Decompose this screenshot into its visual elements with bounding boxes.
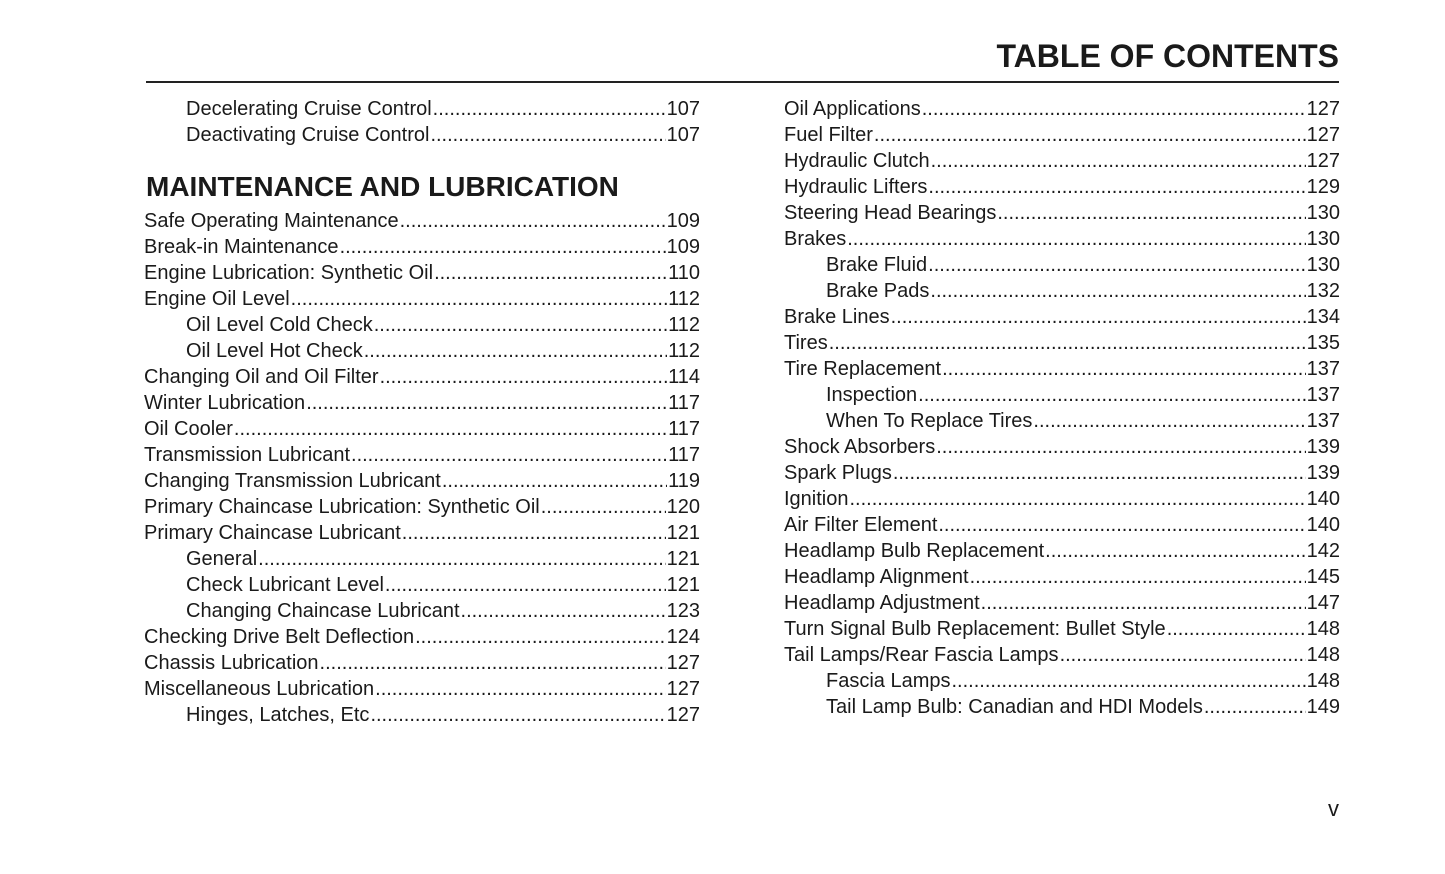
- toc-dot-leader: [874, 122, 1306, 148]
- toc-entry-page: 135: [1306, 332, 1340, 354]
- toc-entry-label: Tire Replacement: [784, 358, 942, 380]
- toc-entry-page: 129: [1306, 176, 1340, 198]
- toc-entry-page: 127: [666, 652, 700, 674]
- toc-dot-leader: [829, 330, 1306, 356]
- toc-entry-label: Oil Applications: [784, 98, 921, 120]
- toc-entry-page: 139: [1306, 462, 1340, 484]
- toc-dot-leader: [1167, 616, 1306, 642]
- toc-entry-label: Changing Transmission Lubricant: [144, 470, 441, 492]
- toc-entry-label: Fuel Filter: [784, 124, 873, 146]
- toc-entry-page: 139: [1306, 436, 1340, 458]
- toc-entry-page: 110: [668, 262, 700, 284]
- toc-dot-leader: [847, 226, 1305, 252]
- toc-entry-page: 127: [1306, 124, 1340, 146]
- toc-entry[interactable]: [784, 200, 1340, 226]
- toc-entry-label: Tail Lamps/Rear Fascia Lamps: [784, 644, 1059, 666]
- toc-dot-leader: [1060, 642, 1306, 668]
- toc-right-list: [784, 96, 1340, 720]
- toc-dot-leader: [433, 96, 666, 122]
- toc-dot-leader: [981, 590, 1306, 616]
- toc-dot-leader: [931, 148, 1306, 174]
- toc-entry-page: 148: [1306, 618, 1340, 640]
- toc-entry-page: 112: [668, 340, 700, 362]
- toc-left-top-list: [144, 96, 700, 148]
- toc-entry[interactable]: [144, 520, 700, 546]
- toc-entry[interactable]: [144, 286, 700, 312]
- toc-entry-page: 145: [1306, 566, 1340, 588]
- toc-entry-label: Hydraulic Clutch: [784, 150, 930, 172]
- toc-dot-leader: [364, 338, 667, 364]
- toc-entry-page: 119: [668, 470, 700, 492]
- toc-entry-label: Tail Lamp Bulb: Canadian and HDI Models: [826, 696, 1203, 718]
- toc-entry[interactable]: [144, 676, 700, 702]
- toc-entry-page: 124: [666, 626, 700, 648]
- toc-entry[interactable]: [144, 494, 700, 520]
- page-title: TABLE OF CONTENTS: [996, 38, 1339, 74]
- page-number: v: [1328, 796, 1339, 821]
- toc-entry-label: Spark Plugs: [784, 462, 892, 484]
- toc-entry[interactable]: [784, 564, 1340, 590]
- toc-entry-label: Headlamp Alignment: [784, 566, 969, 588]
- toc-entry[interactable]: [784, 668, 1340, 694]
- toc-dot-leader: [351, 442, 667, 468]
- toc-entry[interactable]: [784, 408, 1340, 434]
- toc-entry-label: Brakes: [784, 228, 847, 250]
- toc-entry[interactable]: [784, 226, 1340, 252]
- toc-entry-label: Headlamp Bulb Replacement: [784, 540, 1045, 562]
- toc-entry-label: Steering Head Bearings: [784, 202, 997, 224]
- toc-entry-label: Brake Lines: [784, 306, 890, 328]
- toc-entry[interactable]: [144, 624, 700, 650]
- section-heading: MAINTENANCE AND LUBRICATION: [146, 171, 619, 202]
- toc-entry-label: Brake Pads: [826, 280, 930, 302]
- toc-entry[interactable]: [144, 312, 700, 338]
- toc-dot-leader: [918, 382, 1305, 408]
- toc-entry-label: Chassis Lubrication: [144, 652, 319, 674]
- toc-entry-page: 130: [1306, 228, 1340, 250]
- toc-entry-page: 130: [1306, 202, 1340, 224]
- toc-entry-page: 140: [1306, 488, 1340, 510]
- toc-entry-label: Shock Absorbers: [784, 436, 936, 458]
- toc-dot-leader: [850, 486, 1306, 512]
- toc-entry[interactable]: [784, 642, 1340, 668]
- toc-entry[interactable]: [784, 486, 1340, 512]
- toc-entry[interactable]: [144, 364, 700, 390]
- toc-dot-leader: [385, 572, 666, 598]
- toc-entry[interactable]: [784, 694, 1340, 720]
- toc-entry[interactable]: [144, 468, 700, 494]
- toc-dot-leader: [928, 252, 1305, 278]
- toc-entry-label: Hydraulic Lifters: [784, 176, 928, 198]
- toc-entry[interactable]: [144, 442, 700, 468]
- toc-entry-label: Changing Oil and Oil Filter: [144, 366, 379, 388]
- toc-entry-label: General: [186, 548, 258, 570]
- toc-entry-page: 112: [668, 288, 700, 310]
- toc-entry-label: Turn Signal Bulb Replacement: Bullet Style: [784, 618, 1166, 640]
- toc-entry-label: Headlamp Adjustment: [784, 592, 980, 614]
- toc-entry[interactable]: [144, 122, 700, 148]
- toc-entry-label: Winter Lubrication: [144, 392, 306, 414]
- toc-entry[interactable]: [144, 234, 700, 260]
- toc-entry[interactable]: [784, 538, 1340, 564]
- toc-entry[interactable]: [784, 122, 1340, 148]
- toc-entry-page: 148: [1306, 670, 1340, 692]
- toc-entry-page: 140: [1306, 514, 1340, 536]
- toc-entry[interactable]: [784, 356, 1340, 382]
- toc-entry-page: 121: [666, 522, 700, 544]
- toc-entry[interactable]: [144, 96, 700, 122]
- toc-dot-leader: [461, 598, 666, 624]
- toc-entry[interactable]: [784, 148, 1340, 174]
- toc-dot-leader: [320, 650, 666, 676]
- toc-entry-page: 127: [666, 704, 700, 726]
- toc-entry-page: 130: [1306, 254, 1340, 276]
- toc-dot-leader: [340, 234, 666, 260]
- toc-entry[interactable]: [784, 252, 1340, 278]
- toc-entry-label: When To Replace Tires: [826, 410, 1033, 432]
- toc-entry-label: Check Lubricant Level: [186, 574, 384, 596]
- toc-dot-leader: [938, 512, 1305, 538]
- toc-entry-label: Oil Level Cold Check: [186, 314, 373, 336]
- toc-entry-page: 149: [1306, 696, 1340, 718]
- toc-entry[interactable]: [144, 208, 700, 234]
- toc-entry-label: Safe Operating Maintenance: [144, 210, 399, 232]
- toc-entry-page: 121: [666, 574, 700, 596]
- toc-entry-page: 137: [1306, 358, 1340, 380]
- toc-entry-label: Oil Cooler: [144, 418, 233, 440]
- toc-entry[interactable]: [144, 390, 700, 416]
- toc-entry[interactable]: [784, 616, 1340, 642]
- toc-entry-page: 137: [1306, 384, 1340, 406]
- toc-dot-leader: [970, 564, 1306, 590]
- toc-entry-label: Oil Level Hot Check: [186, 340, 363, 362]
- toc-entry[interactable]: [144, 702, 700, 728]
- toc-dot-leader: [442, 468, 667, 494]
- toc-entry[interactable]: [144, 338, 700, 364]
- toc-entry-label: Engine Lubrication: Synthetic Oil: [144, 262, 434, 284]
- toc-dot-leader: [375, 676, 665, 702]
- toc-entry-page: 107: [666, 124, 700, 146]
- toc-entry-label: Primary Chaincase Lubrication: Synthetic Oil: [144, 496, 540, 518]
- toc-entry[interactable]: [784, 304, 1340, 330]
- toc-entry-page: 123: [666, 600, 700, 622]
- toc-dot-leader: [380, 364, 668, 390]
- toc-dot-leader: [922, 96, 1306, 122]
- title-divider: [146, 81, 1339, 83]
- toc-right-column: [784, 96, 1340, 720]
- toc-entry-label: Hinges, Latches, Etc: [186, 704, 370, 726]
- toc-dot-leader: [306, 390, 667, 416]
- toc-dot-leader: [891, 304, 1306, 330]
- toc-entry-label: Checking Drive Belt Deflection: [144, 626, 415, 648]
- toc-dot-leader: [893, 460, 1306, 486]
- toc-entry[interactable]: [784, 512, 1340, 538]
- toc-entry-page: 107: [666, 98, 700, 120]
- toc-dot-leader: [415, 624, 666, 650]
- toc-dot-leader: [234, 416, 667, 442]
- toc-entry-page: 114: [668, 366, 700, 388]
- toc-entry[interactable]: [144, 260, 700, 286]
- toc-entry[interactable]: [784, 278, 1340, 304]
- toc-entry[interactable]: [784, 590, 1340, 616]
- toc-entry-page: 134: [1306, 306, 1340, 328]
- toc-entry-label: Brake Fluid: [826, 254, 928, 276]
- toc-left-column: [144, 96, 700, 728]
- toc-entry-label: Deactivating Cruise Control: [186, 124, 430, 146]
- toc-entry[interactable]: [144, 598, 700, 624]
- toc-entry-label: Primary Chaincase Lubricant: [144, 522, 401, 544]
- toc-entry-label: Ignition: [784, 488, 849, 510]
- toc-dot-leader: [402, 520, 666, 546]
- toc-dot-leader: [1033, 408, 1305, 434]
- toc-entry-page: 137: [1306, 410, 1340, 432]
- toc-entry-page: 147: [1306, 592, 1340, 614]
- toc-entry-page: 127: [1306, 98, 1340, 120]
- toc-entry-label: Engine Oil Level: [144, 288, 290, 310]
- toc-entry-page: 127: [1306, 150, 1340, 172]
- toc-entry[interactable]: [784, 460, 1340, 486]
- toc-dot-leader: [541, 494, 666, 520]
- toc-entry[interactable]: [144, 572, 700, 598]
- toc-dot-leader: [936, 434, 1305, 460]
- toc-dot-leader: [1204, 694, 1306, 720]
- toc-dot-leader: [997, 200, 1305, 226]
- toc-entry-label: Miscellaneous Lubrication: [144, 678, 375, 700]
- toc-dot-leader: [1045, 538, 1305, 564]
- toc-entry[interactable]: [784, 96, 1340, 122]
- toc-dot-leader: [430, 122, 665, 148]
- toc-entry-page: 120: [666, 496, 700, 518]
- toc-dot-leader: [930, 278, 1305, 304]
- toc-entry[interactable]: [144, 416, 700, 442]
- toc-entry[interactable]: [144, 546, 700, 572]
- toc-entry-page: 127: [666, 678, 700, 700]
- toc-entry-page: 117: [668, 444, 700, 466]
- toc-dot-leader: [291, 286, 667, 312]
- toc-entry-label: Fascia Lamps: [826, 670, 951, 692]
- toc-entry-label: Break-in Maintenance: [144, 236, 339, 258]
- toc-entry-page: 121: [666, 548, 700, 570]
- toc-dot-leader: [434, 260, 667, 286]
- toc-dot-leader: [400, 208, 666, 234]
- toc-entry-label: Tires: [784, 332, 828, 354]
- toc-entry[interactable]: [144, 650, 700, 676]
- toc-dot-leader: [370, 702, 665, 728]
- toc-dot-leader: [374, 312, 667, 338]
- toc-entry-label: Changing Chaincase Lubricant: [186, 600, 460, 622]
- toc-entry[interactable]: [784, 174, 1340, 200]
- toc-dot-leader: [928, 174, 1305, 200]
- toc-dot-leader: [258, 546, 665, 572]
- toc-entry[interactable]: [784, 330, 1340, 356]
- toc-entry-page: 148: [1306, 644, 1340, 666]
- toc-entry-label: Inspection: [826, 384, 918, 406]
- toc-entry-page: 112: [668, 314, 700, 336]
- toc-entry-page: 117: [668, 392, 700, 414]
- toc-entry-page: 109: [666, 236, 700, 258]
- toc-entry-page: 117: [668, 418, 700, 440]
- toc-dot-leader: [942, 356, 1306, 382]
- toc-entry-label: Transmission Lubricant: [144, 444, 351, 466]
- toc-entry[interactable]: [784, 434, 1340, 460]
- toc-entry-label: Decelerating Cruise Control: [186, 98, 432, 120]
- toc-left-main-list: [144, 208, 700, 728]
- toc-entry[interactable]: [784, 382, 1340, 408]
- toc-entry-page: 142: [1306, 540, 1340, 562]
- toc-entry-page: 109: [666, 210, 700, 232]
- toc-entry-page: 132: [1306, 280, 1340, 302]
- toc-entry-label: Air Filter Element: [784, 514, 938, 536]
- toc-dot-leader: [952, 668, 1306, 694]
